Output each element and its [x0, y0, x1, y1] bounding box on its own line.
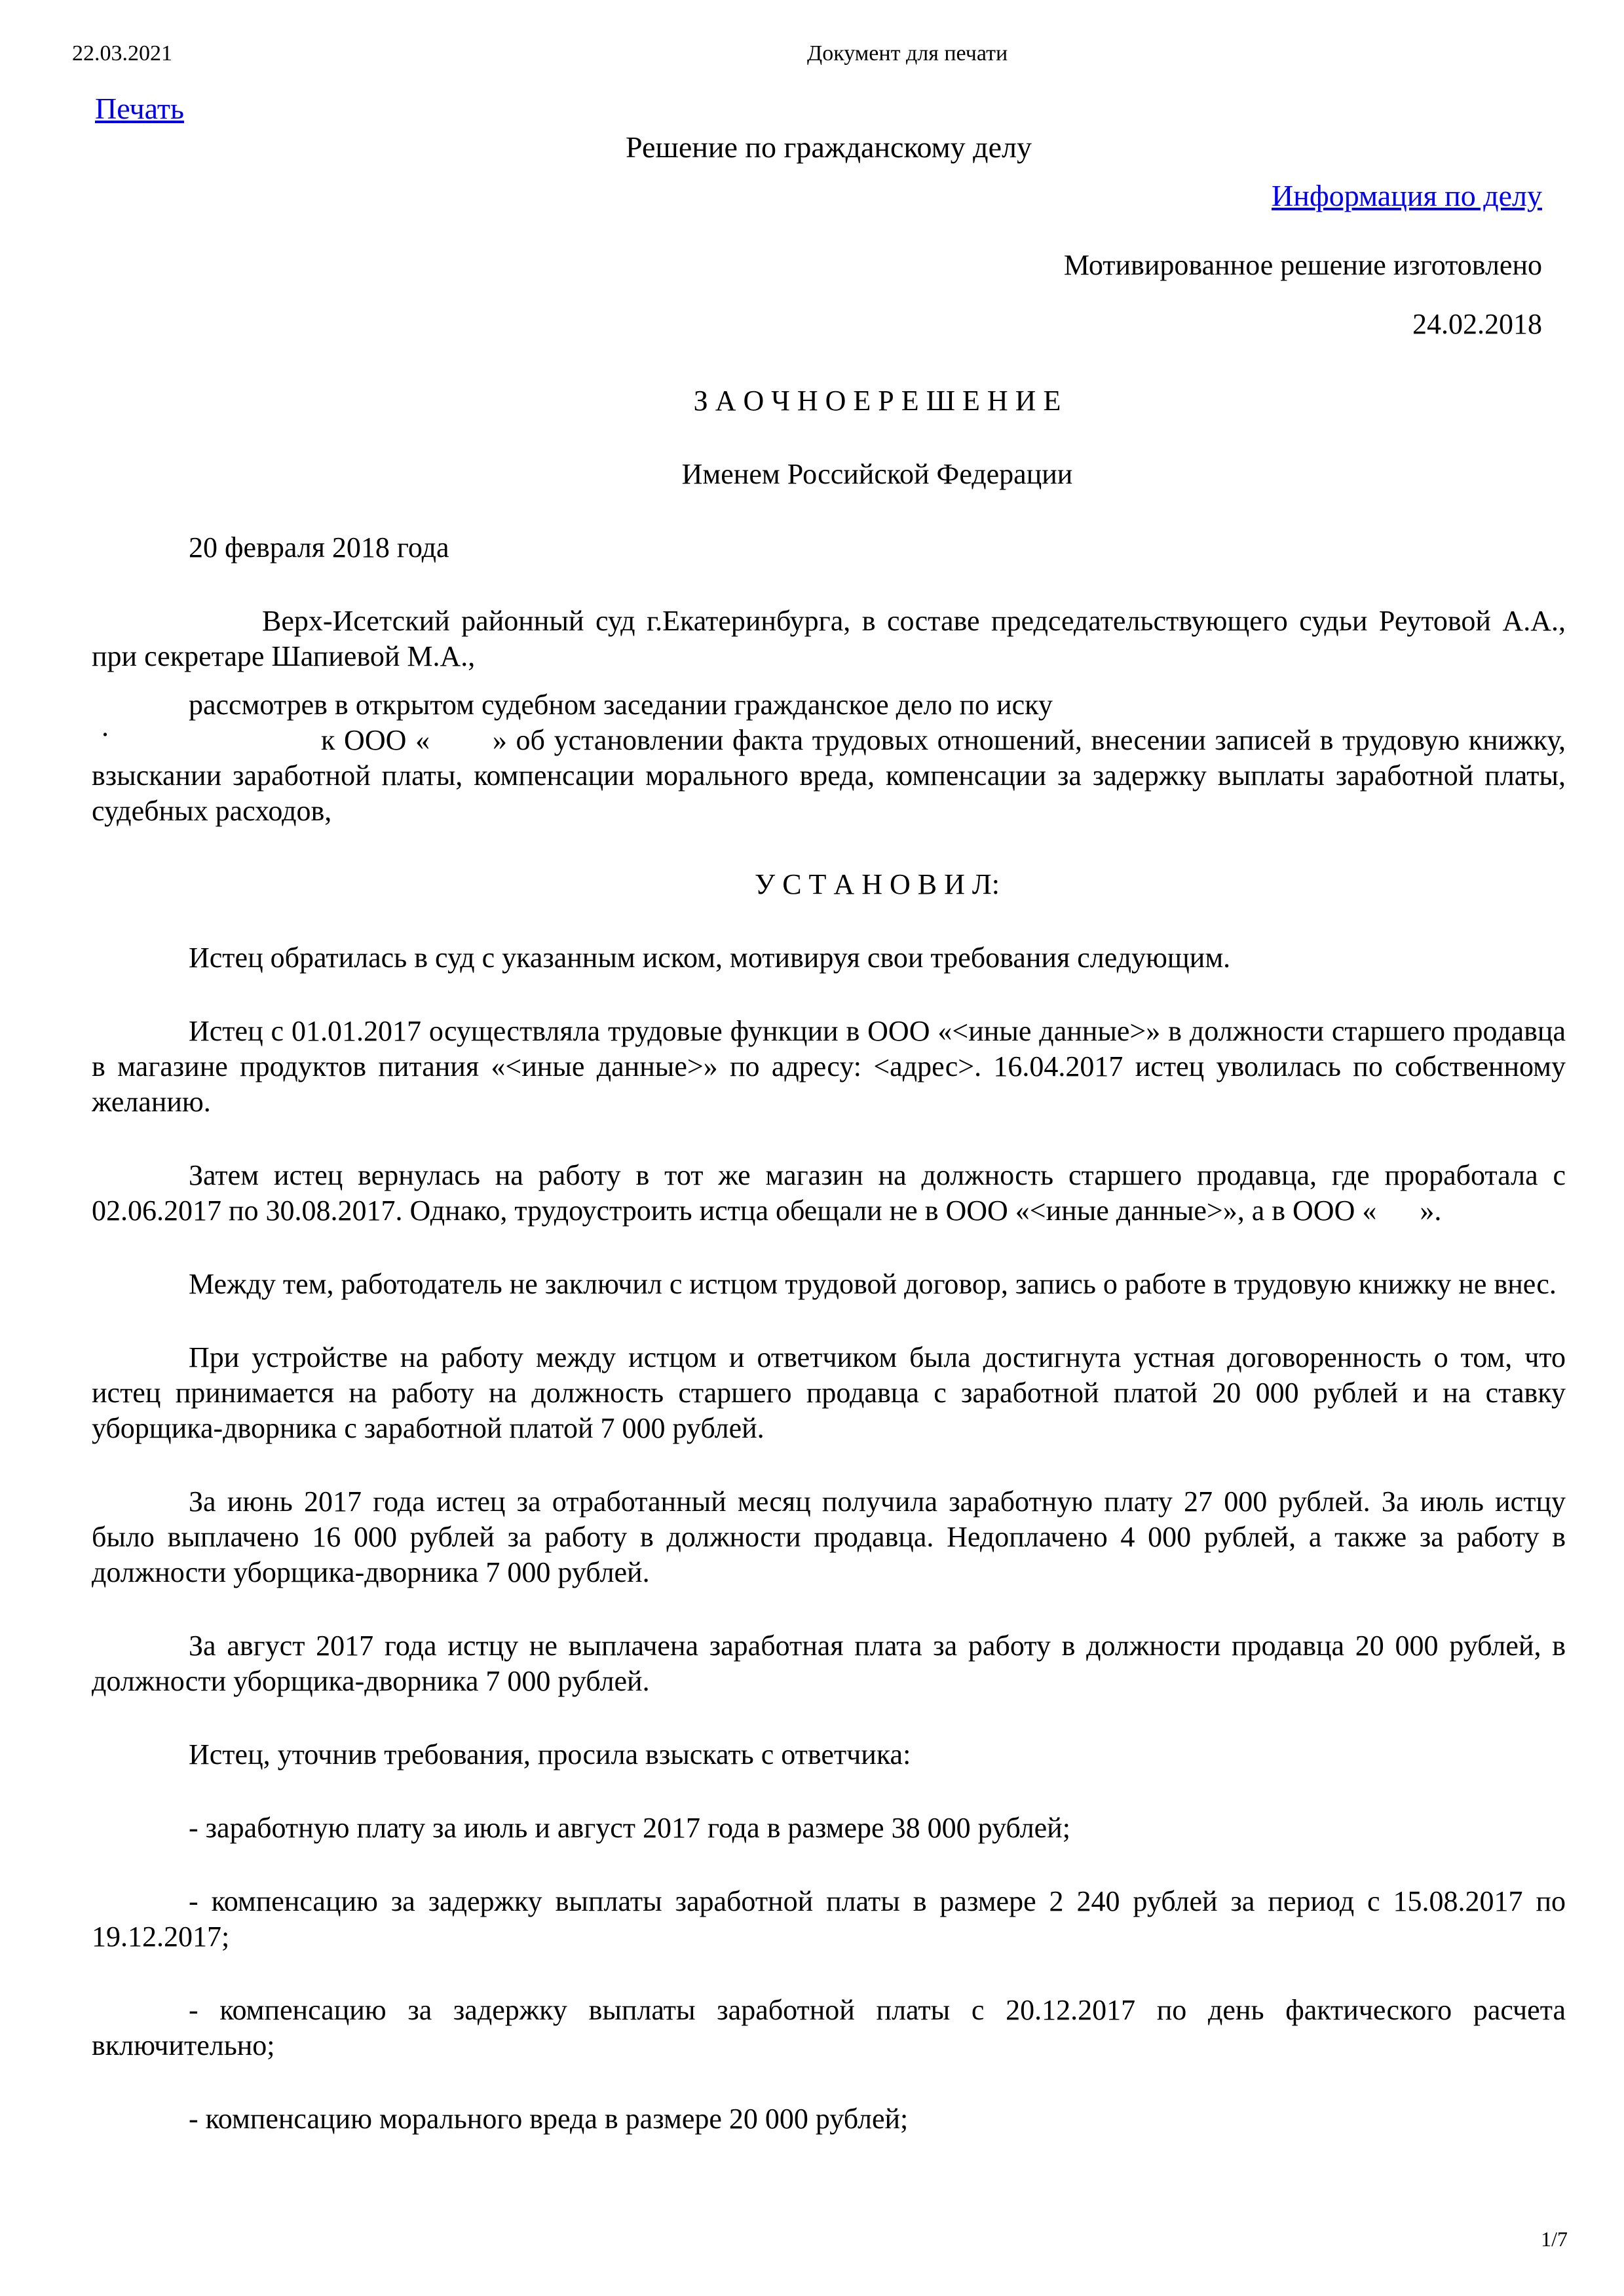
- paragraph: За август 2017 года истцу не выплачена заработная плата за работу в должности продавца 20 000 рублей, в должности уборщика-дворника 7 000 рублей.: [92, 1630, 1566, 1697]
- print-link[interactable]: Печать: [95, 92, 184, 125]
- paragraph: У С Т А Н О В И Л:: [755, 868, 1000, 900]
- paragraph: - компенсацию за задержку выплаты заработной платы в размере 2 240 рублей за период с 15.08.2017 по 19.12.2017;: [92, 1885, 1566, 1953]
- paragraph: Между тем, работодатель не заключил с истцом трудовой договор, запись о работе в трудовую книжку не внес.: [189, 1268, 1557, 1300]
- paragraph: Истец обратилась в суд с указанным иском, мотивируя свои требования следующим.: [189, 942, 1231, 974]
- paragraph: При устройстве на работу между истцом и ответчиком была достигнута устная договоренность о том, что истец принимается на работу на должность старшего продавца с заработной платой 20 000 рублей и на ставку уборщика-дворника с заработной платой 7 000 рублей.: [92, 1341, 1566, 1444]
- page-indicator: 1/7: [1541, 2227, 1568, 2251]
- paragraph: - компенсацию морального вреда в размере 20 000 рублей;: [189, 2103, 909, 2135]
- decision-date: 24.02.2018: [1412, 308, 1542, 340]
- paragraph: 20 февраля 2018 года: [189, 531, 449, 564]
- print-header-title: Документ для печати: [807, 41, 1008, 66]
- decision-prepared-line: Мотивированное решение изготовлено: [1063, 249, 1542, 281]
- paragraph: Истец, уточнив требования, просила взыскать с ответчика:: [189, 1738, 911, 1770]
- paragraph: к ООО « » об установлении факта трудовых отношений, внесении записей в трудовую книжку, взыскании заработной платы, компенсации морального вреда, компенсации за задержку выплаты заработной платы, судебных расходов,: [92, 724, 1566, 827]
- paragraph: Затем истец вернулась на работу в тот же магазин на должность старшего продавца, где проработала с 02.06.2017 по 30.08.2017. Однако, трудоустроить истца обещали не в ООО «<иные данные>», а в ООО « ».: [92, 1159, 1566, 1227]
- print-header-date: 22.03.2021: [72, 41, 172, 66]
- paragraph: Верх-Исетский районный суд г.Екатеринбурга, в составе председательствующего судьи Реутовой А.А., при секретаре Шапиевой М.А.,: [92, 605, 1566, 672]
- paragraph: Именем Российской Федерации: [681, 458, 1073, 490]
- paragraph: З А О Ч Н О Е Р Е Ш Е Н И Е: [693, 385, 1061, 417]
- paragraph: Истец с 01.01.2017 осуществляла трудовые функции в ООО «<иные данные>» в должности старшего продавца в магазине продуктов питания «<иные данные>» по адресу: <адрес>. 16.04.2017 истец уволилась по собственному желанию.: [92, 1015, 1566, 1118]
- paragraph: - компенсацию за задержку выплаты заработной платы с 20.12.2017 по день фактического расчета включительно;: [92, 1994, 1566, 2061]
- stray-dot: .: [102, 710, 109, 742]
- paragraph: рассмотрев в открытом судебном заседании гражданское дело по иску: [189, 689, 1053, 721]
- page-title: Решение по гражданскому делу: [626, 130, 1032, 164]
- paragraph: За июнь 2017 года истец за отработанный месяц получила заработную плату 27 000 рублей. За июль истцу было выплачено 16 000 рублей за работу в должности продавца. Недоплачено 4 000 рублей, а также за работу в должности уборщика-дворника 7 000 рублей.: [92, 1485, 1566, 1588]
- case-info-link[interactable]: Информация по делу: [1272, 179, 1542, 212]
- document-body: [92, 383, 1566, 2175]
- paragraph: - заработную плату за июль и август 2017 года в размере 38 000 рублей;: [189, 1812, 1070, 1844]
